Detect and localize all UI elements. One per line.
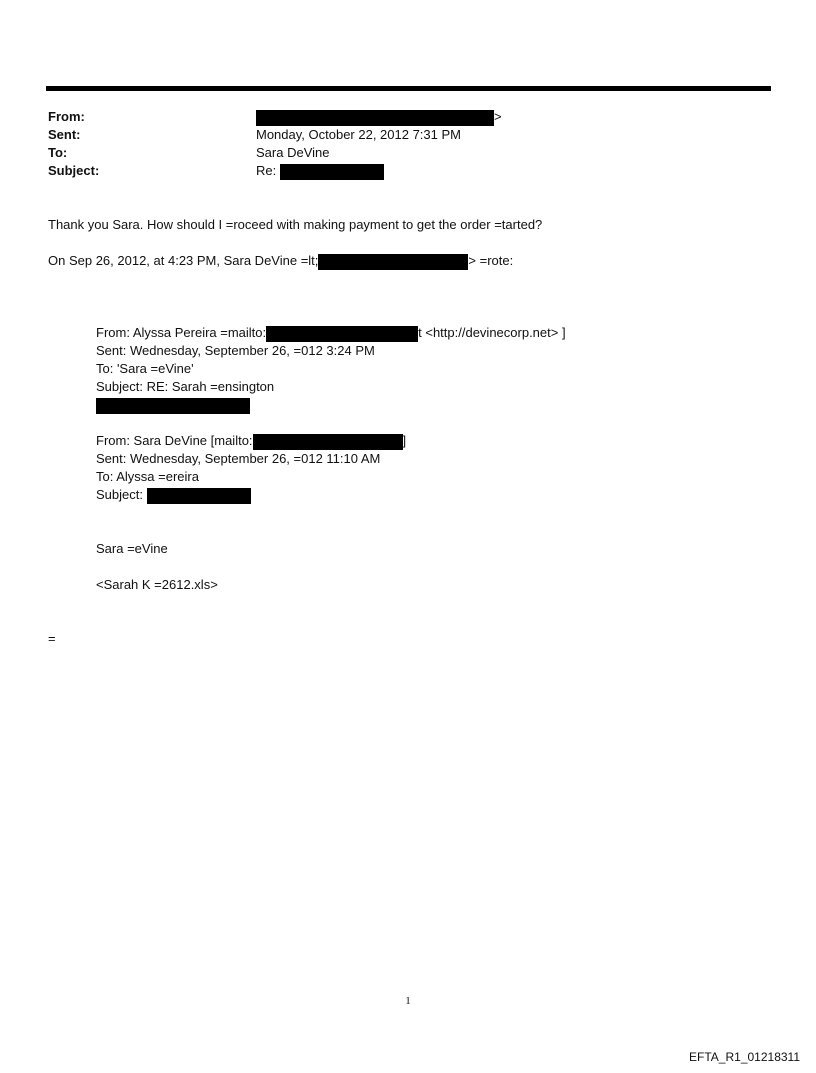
redaction-box — [256, 110, 494, 126]
attachment-link[interactable]: <Sarah K =2612.xls> — [96, 577, 218, 592]
quoted1-sent: Sent: Wednesday, September 26, =012 3:24 PM — [96, 343, 375, 358]
document-id: EFTA_R1_01218311 — [689, 1050, 800, 1064]
quoted1-to: To: 'Sara =eVine' — [96, 361, 194, 376]
redaction-box — [280, 164, 384, 180]
sent-label: Sent: — [48, 127, 81, 142]
subject-prefix: Re: — [256, 163, 277, 178]
quoted2-from-prefix: From: Sara DeVine [mailto: — [96, 433, 253, 448]
subject-label: Subject: — [48, 163, 100, 178]
quoted2-from — [96, 432, 406, 450]
redaction-box — [147, 488, 251, 504]
quoted1-from — [96, 324, 566, 342]
page-number: 1 — [405, 995, 411, 1007]
quoted2-subject — [96, 486, 251, 504]
quoted1-from-suffix: t <http://devinecorp.net> ] — [418, 325, 566, 340]
redaction-box — [266, 326, 418, 342]
subject-value — [256, 162, 384, 180]
quoted1-subject: Subject: RE: Sarah =ensington — [96, 379, 275, 394]
quote-intro — [48, 252, 513, 270]
trailer-mark: = — [48, 631, 56, 646]
quote-intro-suffix: > =rote: — [468, 253, 514, 268]
signature-name: Sara =eVine — [96, 541, 168, 556]
quote-intro-prefix: On Sep 26, 2012, at 4:23 PM, Sara DeVine =lt; — [48, 253, 319, 268]
from-label: From: — [48, 109, 85, 124]
to-label: To: — [48, 145, 68, 160]
quoted2-from-suffix: ] — [402, 433, 407, 448]
message-line: Thank you Sara. How should I =roceed with making payment to get the order =tarted? — [48, 217, 543, 232]
redaction-box — [318, 254, 468, 270]
quoted2-subject-prefix: Subject: — [96, 487, 143, 502]
from-suffix: > — [494, 109, 502, 124]
redaction-box — [96, 398, 250, 414]
quoted1-from-prefix: From: Alyssa Pereira =mailto: — [96, 325, 267, 340]
to-value: Sara DeVine — [256, 145, 330, 160]
from-value — [256, 108, 502, 126]
quoted2-sent: Sent: Wednesday, September 26, =012 11:10 AM — [96, 451, 381, 466]
quoted2-to: To: Alyssa =ereira — [96, 469, 199, 484]
redaction-box — [253, 434, 403, 450]
quoted1-redacted-line — [96, 396, 250, 414]
sent-value: Monday, October 22, 2012 7:31 PM — [256, 127, 461, 142]
header-rule — [46, 86, 771, 91]
